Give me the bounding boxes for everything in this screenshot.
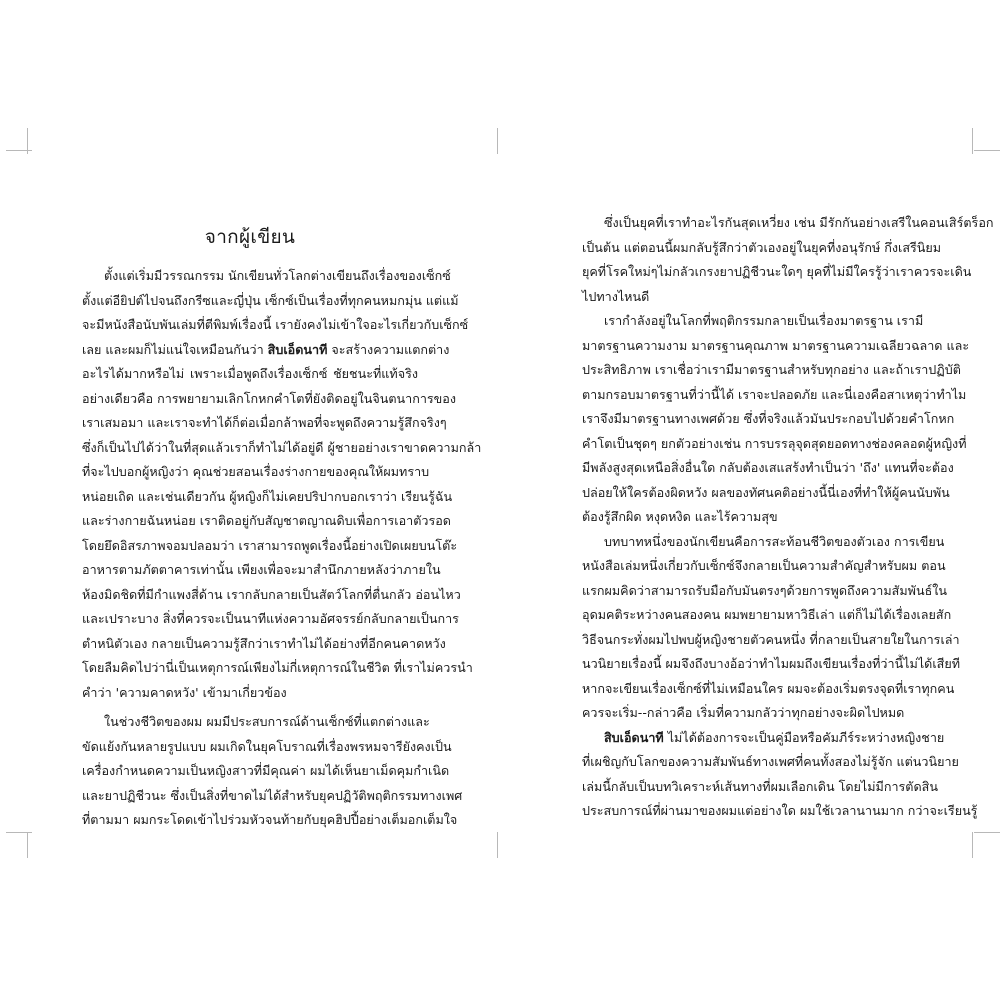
text-line: มาตรฐานความงาม มาตรฐานคุณภาพ มาตรฐานความเฉลียวฉลาด และ [582,337,970,353]
right-page [500,0,1000,1000]
text-line: แรกผมคิดว่าสามารถรับมือกับมันตรงๆด้วยการพูดถึงความสัมพันธ์ใน [582,582,948,598]
crop-mark [972,128,973,154]
text-line: คำโตเป็นชุดๆ ยกตัวอย่างเช่น การบรรลุจุดสุดยอดทางช่องคลอดผู้หญิงที่ [582,435,967,451]
text-line: ห้องมิดชิดที่มีกำแพงสี่ด้าน เรากลับกลายเป็นสัตว์โลกที่ตื่นกลัว อ่อนไหว [82,586,461,602]
text-line: เป็นต้น แต่ตอนนี้ผมกลับรู้สึกว่าตัวเองอยู่ในยุคที่งอนุรักษ์ กึ่งเสรีนิยม [582,239,942,255]
text-line: ซึ่งก็เป็นไปได้ว่าในที่สุดแล้วเราก็ทำไม่ได้อยู่ดี ผู้ชายอย่างเราขาดความกล้า [82,439,482,455]
text-line: ไปทางไหนดี [582,288,650,304]
text-line: สิบเอ็ดนาที ไม่ได้ต้องการจะเป็นคู่มือหรือคัมภีร์ระหว่างหญิงชาย [604,729,945,745]
text-line: วิธีจนกระทั่งผมไปพบผู้หญิงชายตัวคนหนึ่ง ที่กลายเป็นสายใยในการเล่า [582,631,960,647]
text-line: ซึ่งเป็นยุคที่เราทำอะไรกันสุดเหวี่ยง เช่น มีรักกันอย่างเสรีในคอนเสิร์ตร็อก [604,215,994,230]
text-line: ประสบการณ์ที่ผ่านมาของผมแต่อย่างใด ผมใช้เวลานานมาก กว่าจะเรียนรู้ [582,803,978,818]
text-line: ปล่อยให้ใครต้องผิดหวัง ผลของทัศนคติอย่างนี้นี่เองที่ทำให้ผู้คนนับพัน [582,484,950,500]
text-line: นวนิยายเรื่องนี้ ผมจึงถึงบางอ้อว่าทำไมผมถึงเขียนเรื่องที่ว่านี้ไม่ได้เสียที [582,656,961,671]
text-line: ตั้งแต่อียิปต์ไปจนถึงกรีซและญี่ปุ่น เซ็กซ์เป็นเรื่องที่ทุกคนหมกมุ่น แต่แม้ [82,292,459,308]
text-line: เราเสมอมา และเราจะทำได้ก็ต่อเมื่อกล้าพอที่จะพูดถึงความรู้สึกจริงๆ [82,415,447,430]
text-line: โดยยึดอิสรภาพจอมปลอมว่า เราสามารถพูดเรื่องนี้อย่างเปิดเผยบนโต๊ะ [82,537,458,553]
text-line: อย่างเดียวคือ การพยายามเลิกโกหกคำโตที่ยังติดอยู่ในจินตนาการของ [82,390,456,406]
text-line: และยาปฏิชีวนะ ซึ่งเป็นสิ่งที่ขาดไม่ได้สำหรับยุคปฏิวัติพฤติกรรมทางเพศ [82,787,463,803]
text-line: อะไรได้มากหรือไม่ เพราะเมื่อพูดถึงเรื่องเซ็กซ์ ชัยชนะที่แท้จริง [82,366,418,381]
text-line: ประสิทธิภาพ เราเชื่อว่าเรามีมาตรฐานสำหรับทุกอย่าง และถ้าเราปฏิบัติ [582,362,961,377]
text-line: เลย และผมก็ไม่แน่ใจเหมือนกันว่า สิบเอ็ดนาที จะสร้างความแตกต่าง [82,341,450,357]
text-line: ตำหนิตัวเอง กลายเป็นความรู้สึกว่าเราทำไม่ได้อย่างที่อีกคนคาดหวัง [82,635,446,651]
crop-mark [972,832,973,858]
text-line: บทบาทหนึ่งของนักเขียนคือการสะท้อนชีวิตของตัวเอง การเขียน [604,533,945,549]
text-line: และเปราะบาง สิ่งที่ควรจะเป็นนาทีแห่งความอัศจรรย์กลับกลายเป็นการ [82,611,459,626]
text-line: มีพลังสูงสุดเหนือสิ่งอื่นใด กลับต้องเสแสร้งทำเป็นว่า 'ถึง' แทนที่จะต้อง [582,460,954,475]
text-line: ยุคที่โรคใหม่ๆไม่กลัวเกรงยาปฏิชีวนะใดๆ ยุคที่ไม่มีใครรู้ว่าเราควรจะเดิน [582,264,972,279]
text-line: ต้องรู้สึกผิด หงุดหงิด และไร้ความสุข [582,509,778,524]
text-line: เล่มนี้กลับเป็นบทวิเคราะห์เส้นทางที่ผมเลือกเดิน โดยไม่มีการตัดสิน [582,778,938,794]
text-line: เครื่องกำหนดความเป็นหญิงสาวที่มีคุณค่า ผมได้เห็นยาเม็ดคุมกำเนิด [82,763,450,778]
text-line: ที่เผชิญกับโลกของความสัมพันธ์ทางเพศที่คนทั้งสองไม่รู้จัก แต่นวนิยาย [582,754,959,769]
text-line: หนังสือเล่มหนึ่งเกี่ยวกับเซ็กซ์จึงกลายเป็นความสำคัญสำหรับผม ตอน [582,558,946,573]
text-line: ในช่วงชีวิตของผม ผมมีประสบการณ์ด้านเซ็กซ์ที่แตกต่างและ [104,714,430,729]
book-title: สิบเอ็ดนาที [267,341,328,357]
body-text [582,211,994,824]
text-line: เรากำลังอยู่ในโลกที่พฤติกรรมกลายเป็นเรื่องมาตรฐาน เรามี [604,313,924,328]
text-line: จะมีหนังสือนับพันเล่มที่ตีพิมพ์เรื่องนี้ เรายังคงไม่เข้าใจอะไรเกี่ยวกับเซ็กซ์ [82,317,469,332]
text-line: และร่างกายฉันหน่อย เราติดอยู่กับสัญชาตญาณดิบเพื่อการเอาตัวรอด [82,513,451,528]
crop-mark [6,832,32,833]
text-line: หากจะเขียนเรื่องเซ็กซ์ที่ไม่เหมือนใคร ผมจะต้องเริ่มตรงจุดที่เราทุกคน [582,680,955,696]
body-text [82,264,482,833]
text-line: ตั้งแต่เริ่มมีวรรณกรรม นักเขียนทั่วโลกต่างเขียนถึงเรื่องของเซ็กซ์ [104,268,451,283]
text-line: อุดมคติระหว่างคนสองคน ผมพยายามหาวิธีเล่า แต่ก็ไม่ได้เรื่องเลยสัก [582,607,952,622]
text-line: ควรจะเริ่ม--กล่าวคือ เริ่มที่ความกลัวว่าทุกอย่างจะผิดไปหมด [582,705,905,720]
crop-mark [497,128,498,154]
text-line: ตามกรอบมาตรฐานที่ว่านี้ได้ เราจะปลอดภัย และนี่เองคือสาเหตุว่าทำไม [582,386,967,402]
book-title: สิบเอ็ดนาที [604,729,664,745]
page-title: จากผู้เขียน [204,226,296,248]
text-line: เราจึงมีมาตรฐานทางเพศด้วย ซึ่งที่จริงแล้วมันประกอบไปด้วยคำโกหก [582,411,955,426]
crop-mark [974,832,1000,833]
crop-mark [497,832,498,858]
text-line: ขัดแย้งกันหลายรูปแบบ ผมเกิดในยุคโบราณที่เรื่องพรหมจารียังคงเป็น [82,738,452,754]
text-line: อาหารตามภัตตาคารเท่านั้น เพียงเพื่อจะมาสำนึกภายหลังว่าภายใน [82,562,441,577]
text-line: ที่ตามมา ผมกระโดดเข้าไปร่วมหัวจนท้ายกับยุคฮิปปี้อย่างเต็มอกเต็มใจ [82,812,458,827]
text-line: ที่จะไปบอกผู้หญิงว่า คุณช่วยสอนเรื่องร่างกายของคุณให้ผมทราบ [82,464,430,479]
crop-mark [974,150,1000,151]
crop-mark [6,150,32,151]
crop-mark [27,832,28,858]
text-line: โดยลืมคิดไปว่านี่เป็นเหตุการณ์เพียงไม่กี่เหตุการณ์ในชีวิต ที่เราไม่ควรนำ [82,660,473,675]
text-line: หน่อยเถิด และเช่นเดียวกัน ผู้หญิงก็ไม่เคยปริปากบอกเราว่า เรียนรู้ฉัน [82,488,453,504]
text-line: คำว่า 'ความคาดหวัง' เข้ามาเกี่ยวข้อง [82,684,287,700]
